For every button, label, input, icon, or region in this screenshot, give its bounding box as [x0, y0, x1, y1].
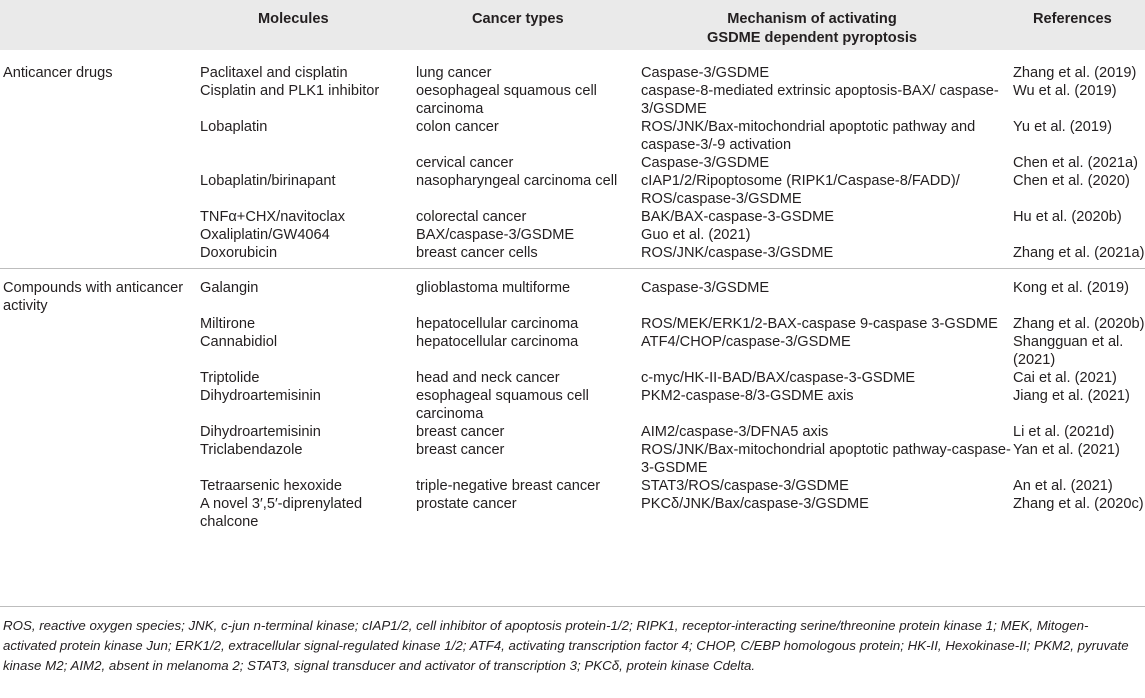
cancer-type-cell: hepatocellular carcinoma — [416, 316, 579, 332]
cancer-type-cell: glioblastoma multiforme — [416, 269, 641, 316]
reference-cell: Yan et al. (2021) — [1013, 442, 1120, 458]
category-cell: Compounds with anticancer activity — [0, 269, 200, 316]
mechanism-cell: Caspase-3/GSDME — [641, 269, 1013, 316]
molecule-cell: A novel 3′,5′-diprenylated chalcone — [200, 496, 363, 530]
table-header — [0, 0, 1145, 50]
category-cell — [0, 441, 200, 477]
category-cell — [0, 333, 200, 369]
mechanism-cell: PKM2-caspase-8/3-GSDME axis — [641, 388, 854, 404]
category-cell — [0, 172, 200, 208]
reference-cell: Chen et al. (2020) — [1013, 173, 1130, 189]
table-row — [0, 441, 1145, 477]
table-row — [0, 82, 1145, 118]
cancer-type-cell: nasopharyngeal carcinoma cell — [416, 173, 618, 189]
mechanism-cell: STAT3/ROS/caspase-3/GSDME — [641, 478, 849, 494]
category-cell — [0, 118, 200, 154]
category-cell — [0, 495, 200, 537]
cancer-type-cell: colorectal cancer — [416, 209, 527, 225]
cancer-type-cell: triple-negative breast cancer — [416, 478, 601, 494]
mechanism-cell: ROS/MEK/ERK1/2-BAX-caspase 9-caspase 3-GSDME — [641, 316, 998, 332]
reference-cell: Yu et al. (2019) — [1013, 119, 1112, 135]
category-cell — [0, 423, 200, 441]
header-molecules: Molecules — [200, 0, 416, 50]
table-row — [0, 172, 1145, 208]
reference-cell — [1013, 226, 1145, 244]
table-row — [0, 495, 1145, 537]
molecule-cell: Doxorubicin — [200, 245, 278, 261]
cancer-type-cell: hepatocellular carcinoma — [416, 334, 579, 350]
molecule-cell: Tetraarsenic hexoxide — [200, 478, 342, 494]
mechanism-cell: Caspase-3/GSDME — [641, 155, 770, 171]
category-cell — [0, 477, 200, 495]
cancer-type-cell: colon cancer — [416, 119, 499, 135]
mechanism-cell: AIM2/caspase-3/DFNA5 axis — [641, 424, 829, 440]
molecule-cell: Lobaplatin/birinapant — [200, 173, 336, 189]
mechanism-cell: ROS/JNK/caspase-3/GSDME — [641, 245, 834, 261]
mechanism-cell: ROS/JNK/Bax-mitochondrial apoptotic pathway and caspase-3/-9 activation — [641, 119, 976, 153]
table-row — [0, 387, 1145, 423]
cancer-type-cell: esophageal squamous cell carcinoma — [416, 388, 589, 422]
mechanism-cell: ATF4/CHOP/caspase-3/GSDME — [641, 334, 851, 350]
mechanism-cell: Guo et al. (2021) — [641, 227, 751, 243]
table-row — [0, 118, 1145, 154]
molecule-cell — [200, 154, 416, 172]
molecule-cell: Oxaliplatin/GW4064 — [200, 227, 330, 243]
footnote-divider — [0, 606, 1145, 607]
cancer-type-cell: breast cancer — [416, 442, 505, 458]
header-mechanism-line2: GSDME dependent pyroptosis — [706, 30, 917, 46]
molecule-cell: Cannabidiol — [200, 334, 278, 350]
reference-cell: Cai et al. (2021) — [1013, 370, 1117, 386]
table-row — [0, 154, 1145, 172]
cancer-type-cell: breast cancer cells — [416, 245, 538, 261]
molecule-cell: Miltirone — [200, 316, 256, 332]
molecule-cell: Paclitaxel and cisplatin — [200, 65, 348, 81]
category-cell — [0, 208, 200, 226]
cancer-type-cell: oesophageal squamous cell carcinoma — [416, 83, 597, 117]
header-mechanism — [641, 0, 1013, 50]
reference-cell: Zhang et al. (2020c) — [1013, 496, 1144, 512]
category-cell: Anticancer drugs — [3, 65, 113, 81]
table-row — [0, 226, 1145, 244]
table-row — [0, 369, 1145, 387]
table-row — [0, 244, 1145, 269]
table-body — [0, 50, 1145, 537]
cancer-type-cell: cervical cancer — [416, 155, 514, 171]
category-cell — [0, 226, 200, 244]
mechanism-cell: cIAP1/2/Ripoptosome (RIPK1/Caspase-8/FADD)/ ROS/caspase-3/GSDME — [641, 173, 960, 207]
table-row — [0, 477, 1145, 495]
table-footnote: ROS, reactive oxygen species; JNK, c-jun n-terminal kinase; cIAP1/2, cell inhibitor of apoptosis protein-1/2; RIPK1, receptor-interacting serine/threonine protein kinase 1; MEK, Mitogen-activated protein kinase Jun; ERK1/2, extracellular signal-regulated kinase 1/2; ATF4, activating transcription factor 4; CHOP, C/EBP homologous protein; HK-II, Hexokinase-II; PKM2, pyruvate kinase M2; AIM2, absent in melanoma 2; STAT3, signal transducer and activator of transcription 3; PKCδ, protein kinase Cdelta. — [3, 618, 1129, 673]
mechanism-cell: Caspase-3/GSDME — [641, 65, 770, 81]
molecule-cell: Cisplatin and PLK1 inhibitor — [200, 83, 380, 99]
reference-cell: Hu et al. (2020b) — [1013, 209, 1122, 225]
table-row — [0, 269, 1145, 316]
reference-cell: Zhang et al. (2020b) — [1013, 316, 1145, 332]
cancer-type-cell: prostate cancer — [416, 496, 517, 512]
header-cancer-types: Cancer types — [416, 0, 641, 50]
category-cell — [0, 154, 200, 172]
mechanism-cell: ROS/JNK/Bax-mitochondrial apoptotic pathway-caspase-3-GSDME — [641, 442, 1011, 476]
reference-cell: Wu et al. (2019) — [1013, 83, 1117, 99]
category-cell — [0, 244, 200, 269]
table-row — [0, 208, 1145, 226]
category-cell — [0, 82, 200, 118]
reference-cell: Shangguan et al. (2021) — [1013, 334, 1124, 368]
reference-cell: Li et al. (2021d) — [1013, 424, 1115, 440]
molecule-cell: Galangin — [200, 269, 416, 316]
molecule-cell: Triclabendazole — [200, 442, 303, 458]
molecule-cell: TNFα+CHX/navitoclax — [200, 209, 346, 225]
cancer-type-cell: head and neck cancer — [416, 370, 560, 386]
molecule-cell: Dihydroartemisinin — [200, 388, 321, 404]
reference-cell: Zhang et al. (2021a) — [1013, 245, 1145, 261]
header-mechanism-line1: Mechanism of activating — [727, 11, 897, 27]
reference-cell: Jiang et al. (2021) — [1013, 388, 1130, 404]
mechanism-cell: PKCδ/JNK/Bax/caspase-3/GSDME — [641, 496, 869, 512]
molecule-cell: Triptolide — [200, 370, 260, 386]
table-row — [0, 333, 1145, 369]
reference-cell: Chen et al. (2021a) — [1013, 155, 1138, 171]
header-references: References — [1013, 0, 1145, 50]
reference-cell: Kong et al. (2019) — [1013, 269, 1145, 316]
mechanism-cell: caspase-8-mediated extrinsic apoptosis-BAX/ caspase-3/GSDME — [641, 83, 999, 117]
mechanism-cell: BAK/BAX-caspase-3-GSDME — [641, 209, 835, 225]
header-category — [0, 0, 200, 50]
molecule-cell: Lobaplatin — [200, 119, 268, 135]
reference-cell: An et al. (2021) — [1013, 478, 1113, 494]
cancer-type-cell: breast cancer — [416, 424, 505, 440]
category-cell — [0, 315, 200, 333]
table-row — [0, 50, 1145, 82]
cancer-type-cell: lung cancer — [416, 65, 492, 81]
mechanism-cell: c-myc/HK-II-BAD/BAX/caspase-3-GSDME — [641, 370, 916, 386]
category-cell — [0, 369, 200, 387]
molecule-cell: Dihydroartemisinin — [200, 424, 321, 440]
reference-cell: Zhang et al. (2019) — [1013, 65, 1137, 81]
cancer-type-cell: BAX/caspase-3/GSDME — [416, 227, 575, 243]
table-row — [0, 423, 1145, 441]
category-cell — [0, 387, 200, 423]
table-row — [0, 315, 1145, 333]
